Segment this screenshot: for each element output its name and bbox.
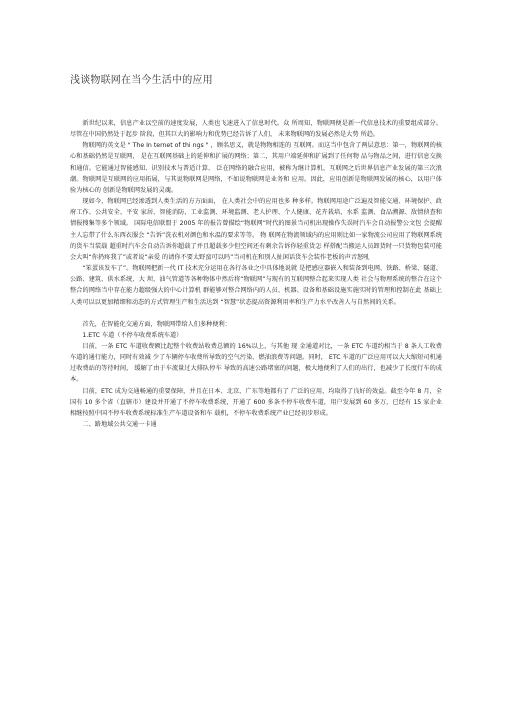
paragraph: 新世纪以来，信息产业以空前的速度发展，人类也飞速进入了信息时代。众 所周知，物联网便是新一代信息技术的重要组成部分。 尽管在中国仍然处于起步 阶段，但其巨大的影响力和优势已经告诉了人们， 未来物联网的发展必然是大势 所趋。 [70,120,442,139]
paragraph: “笨蛋该发车了”。物联网把新一代 IT 技术充分运用在各行各业之中具体地说就 是把感应器嵌入和装备到电网、铁路、桥梁、隧道、公路、建筑、供水系统、大 坝、油气管道等各种物体中然后将“物联网”与现有的互联网整合起来实现人类 社会与物理系统的整合在这个整合的网络当中存在能力超级强大的中心计算机 群能够对整合网络内的人员、机器、设备和基础设施实施实时的管理和控制在此 基础上人类可以以更加精细和动态的方式管理生产和生活达到 “智慧”状态提高资源利用率和生产力水平改善人与自然间的关系。 [70,265,442,306]
paragraph: 目前，一条 ETC 车道收费额比起整个收费站收费总额的 16%以上，与其他 现 金通道对比，一条 ETC 车道约相当于 8 条人工收费车道的通行能力，同时有效减 少了车辆停车收费所导致的空气污染、燃油浪费等问题。同时， ETC 车道的广泛应用可以大大缩短司机通过收费站的等待时间， 缓解了由于车流量过大排队停车 导致的高速公路堵塞的问题，极大地便利了人们的出行，也减少了长度行车的成 本。 [70,342,442,384]
paragraph: 目前，ETC 成为交通畅通的重要保障，并且在日本、北京、广东等地都有了 广泛的应用，均取得了良好的效益。截至今年 8 月，全国有 10 多个省（直辖市）建设并开通了不停车收费系统，开通了 600 多条不停车收费车道，用户发展到 60 多万，已经有 15 家企业相继按照中国不停车收费系统标准生产车道设备和车 载机，不停车收费系统产业已经初步形成。 [70,387,442,417]
paragraph: 现如今，物联网已经渗透到人类生活的方方面面， 在人类社会中的应用也多 种多样。物联网用途广泛遍及智能交通、环境保护、政府工作、公共安全、平安 家居、智能消防、工业监测、环境监测、老人护理、个人健康、花卉栽培、水系 监测、食品溯源、敌情侦查和情报搜集等多个领域。 国际电信联盟于 2005 年的报告曾描绘“物联网”时代的图景当司机出现操作失误时汽车会自动报警公文包 会提醒主人忘带了什么东西衣服会 “告诉”洗衣机对颜色和水温的要求等等。 物 联网在物流领域内的应用则比如一家物流公司应用了物联网系统的货车当装载 超重时汽车会自动告诉你超载了并且超载多少但空间还有剩余告诉你轻重货怎 样搭配当搬运人员卸货时一只货物包装可能会大叫“你扔疼我了”或者说“亲爱 的请你不要太野蛮可以吗”当司机在和别人扯闲话货车会装作老板的声音怒吼 [70,198,442,261]
page-title: 浅谈物联网在当今生活中的应用 [70,75,213,86]
paragraph: 物联网的英文是 " The In ternet of thi ngs " ，顾名思义，就是物物相连的 互联网。而这当中包含了两层意思：第一，物联网的核心和基础仍然是互联网， 是在互联网基础上的延伸和扩展的网络；第二，其用户端延伸和扩展到了任何物 品与物品之间，进行信息交换和通信。它能通过智能感知、识别技术与普适计算、 泛在网络的融合应用，被称为继计算机、互联网之后世界信息产业发展的第三次浪 潮。物联网是互联网的应用拓展，与其说物联网是网络，不如说物联网是业务和 应用。因此，应用创新是物联网发展的核心，以用户体验为核心的 创新是物联网发展的灵魂。 [70,142,442,194]
section-heading: 1.ETC 车道（不停车收费系统车道） [82,331,183,339]
paragraph: 首先，在智能化交通方面，物联网带给人们多种便利： [82,320,231,328]
document-body [70,118,442,430]
section-heading: 二、路地域公共交通一卡通 [82,421,157,429]
